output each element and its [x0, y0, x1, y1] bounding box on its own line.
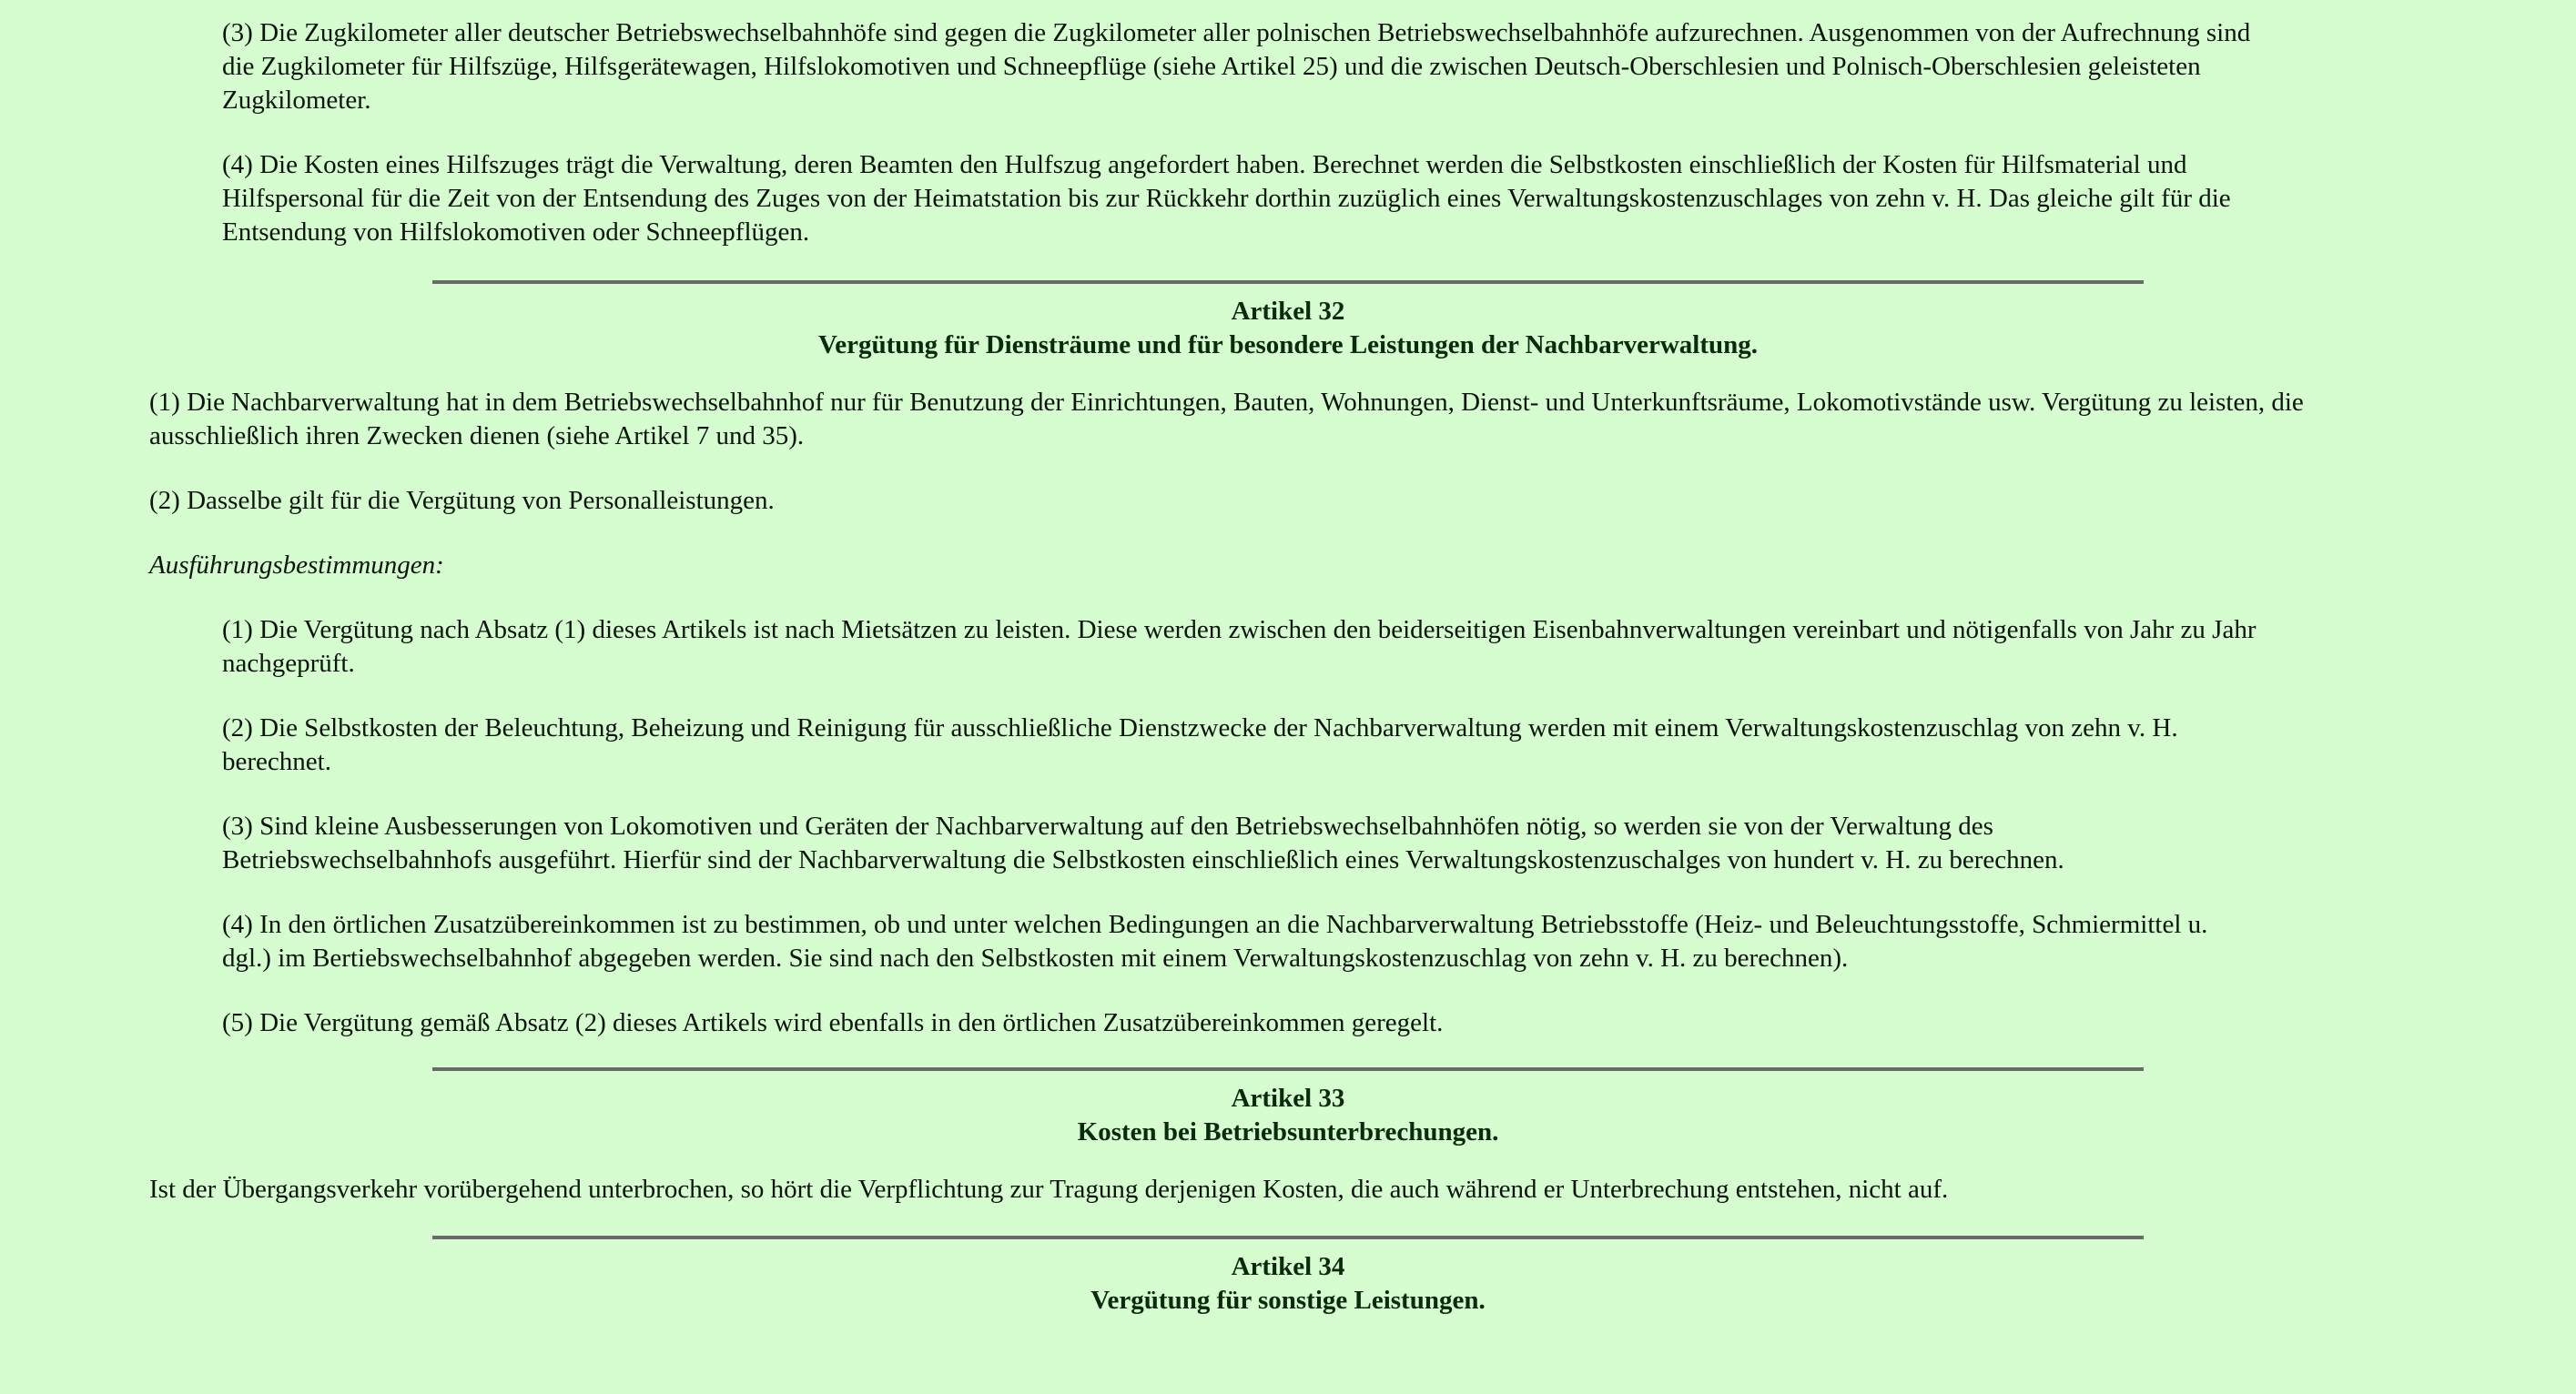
article-34-number: Artikel 34 [1231, 1252, 1345, 1281]
article-33-paragraph-1: Ist der Übergangsverkehr vorübergehend unterbrochen, so hört die Verpflichtung zur Tragung derjenigen Kosten, die auch während er Unterbrechung entstehen, nicht auf. [149, 1175, 1949, 1204]
article-32-ausf-paragraph-3: (3) Sind kleine Ausbesserungen von Lokomotiven und Geräten der Nachbarverwaltung auf den Betriebswechselbahnhöfen nötig, so werden sie von der Verwaltung des Betriebswechselbahnhofs ausgeführt. Hierfür sind der Nachbarverwaltung die Selbstkosten einschließlich eines Verwaltungskostenzuschalges von hundert v. H. zu berechnen. [222, 812, 2064, 874]
section-divider [432, 280, 2144, 284]
article-32-ausf-paragraph-2: (2) Die Selbstkosten der Beleuchtung, Beheizung und Reinigung für ausschließliche Dienstzwecke der Nachbarverwaltung werden mit einem Verwaltungskostenzuschlag von zehn v. H. berechnet. [222, 713, 2178, 776]
article-32-paragraph-1: (1) Die Nachbarverwaltung hat in dem Betriebswechselbahnhof nur für Benutzung der Einrichtungen, Bauten, Wohnungen, Dienst- und Unterkunftsräume, Lokomotivstände usw. Vergütung zu leisten, die ausschließlich ihren Zwecken dienen (siehe Artikel 7 und 35). [149, 388, 2304, 450]
article-34-heading [149, 1250, 2427, 1318]
document-page [0, 16, 2576, 1394]
article-32-heading [149, 295, 2427, 362]
article-34-title: Vergütung für sonstige Leistungen. [1090, 1286, 1486, 1315]
article-32-title: Vergütung für Diensträume und für besondere Leistungen der Nachbarverwaltung. [818, 330, 1758, 359]
article-33-heading [149, 1082, 2427, 1149]
section-divider [432, 1236, 2144, 1239]
article-32-ausf-paragraph-4: (4) In den örtlichen Zusatzübereinkommen ist zu bestimmen, ob und unter welchen Bedingungen an die Nachbarverwaltung Betriebsstoffe (Heiz- und Beleuchtungsstoffe, Schmiermittel u. dgl.) im Bertiebswechselbahnhof abgegeben werden. Sie sind nach den Selbstkosten mit einem Verwaltungskostenzuschlag von zehn v. H. zu berechnen). [222, 910, 2208, 973]
article-32-ausf-paragraph-5: (5) Die Vergütung gemäß Absatz (2) dieses Artikels wird ebenfalls in den örtlichen Zusatzübereinkommen geregelt. [222, 1008, 1444, 1037]
article-32-number: Artikel 32 [1231, 297, 1345, 326]
article-33-title: Kosten bei Betriebsunterbrechungen. [1077, 1117, 1499, 1147]
article-32-paragraph-2: (2) Dasselbe gilt für die Vergütung von Personalleistungen. [149, 486, 775, 515]
section-divider [432, 1067, 2144, 1071]
ausfuehrungsbestimmungen-label: Ausführungsbestimmungen: [149, 551, 444, 580]
article-31-ausf-paragraph-4: (4) Die Kosten eines Hilfszuges trägt die Verwaltung, deren Beamten den Hulfszug angefordert haben. Berechnet werden die Selbstkosten einschließlich der Kosten für Hilfsmaterial und Hilfspersonal für die Zeit von der Entsendung des Zuges von der Heimatstation bis zur Rückkehr dorthin zuzüglich eines Verwaltungskostenzuschlages von zehn v. H. Das gleiche gilt für die Entsendung von Hilfslokomotiven oder Schneepflügen. [222, 150, 2231, 247]
article-31-ausf-paragraph-3: (3) Die Zugkilometer aller deutscher Betriebswechselbahnhöfe sind gegen die Zugkilometer aller polnischen Betriebswechselbahnhöfe aufzurechnen. Ausgenommen von der Aufrechnung sind die Zugkilometer für Hilfszüge, Hilfsgerätewagen, Hilfslokomotiven und Schneepflüge (siehe Artikel 25) und die zwischen Deutsch-Oberschlesien und Polnisch-Oberschlesien geleisteten Zugkilometer. [222, 18, 2251, 115]
article-33-number: Artikel 33 [1231, 1084, 1345, 1113]
article-32-ausf-paragraph-1: (1) Die Vergütung nach Absatz (1) dieses Artikels ist nach Mietsätzen zu leisten. Diese werden zwischen den beiderseitigen Eisenbahnverwaltungen vereinbart und nötigenfalls von Jahr zu Jahr nachgeprüft. [222, 615, 2257, 678]
